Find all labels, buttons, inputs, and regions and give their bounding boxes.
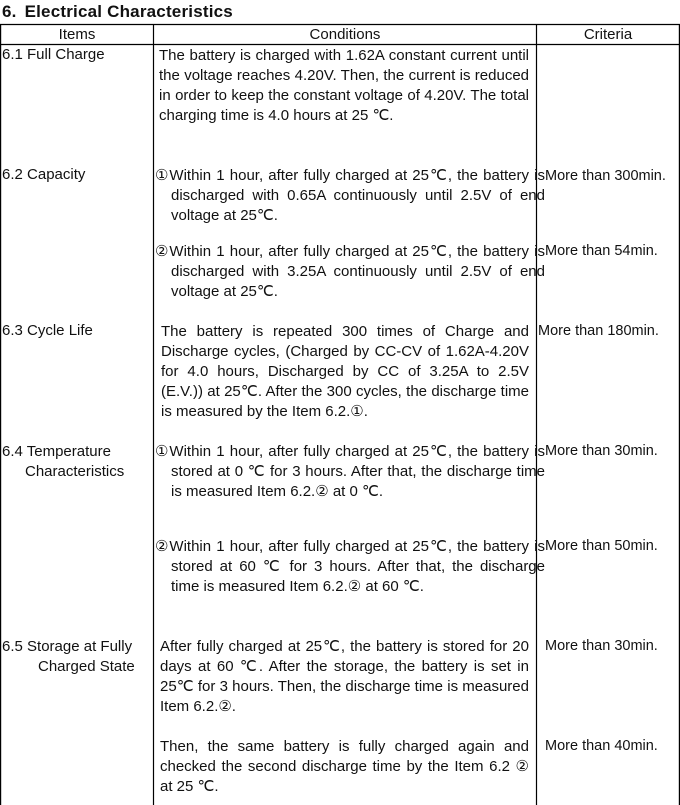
- row-condition-capacity-2: ②Within 1 hour, after fully charged at 25℃, the battery is discharged with 3.25A continuously until 2.5V of end voltage at 25℃.: [155, 243, 545, 300]
- row-item-storage-line2: Charged State: [38, 658, 135, 675]
- row-criteria-temperature-2: More than 50min.: [545, 538, 658, 554]
- row-criteria-capacity-2: More than 54min.: [545, 243, 658, 259]
- row-item-full-charge: 6.1 Full Charge: [2, 46, 105, 63]
- row-criteria-cycle-life: More than 180min.: [538, 323, 659, 339]
- row-criteria-capacity-1: More than 300min.: [545, 168, 666, 184]
- row-condition-temperature-1: ①Within 1 hour, after fully charged at 25℃, the battery is stored at 0 ℃ for 3 hours. After that, the discharge time is measured Item 6.2.② at 0 ℃.: [155, 443, 545, 500]
- row-condition-cycle-life: The battery is repeated 300 times of Charge and Discharge cycles, (Charged by CC-CV of 1.62A-4.20V for 4.0 hours, Discharged by CC of 3.25A to 2.5V (E.V.)) at 25℃. After the 300 cycles, the discharge time is measured by the Item 6.2.①.: [161, 323, 529, 420]
- row-item-temperature-line2: Characteristics: [25, 463, 125, 480]
- row-condition-full-charge: The battery is charged with 1.62A constant current until the voltage reaches 4.20V. Then, the current is reduced in order to keep the constant voltage of 4.20V. The total charging time is 4.0 hours at 25 ℃.: [159, 47, 529, 124]
- column-header-conditions: Conditions: [309, 25, 381, 43]
- row-item-storage: 6.5 Storage at Fully: [2, 638, 133, 655]
- row-condition-temperature-2: ②Within 1 hour, after fully charged at 25℃, the battery is stored at 60 ℃ for 3 hours. After that, the discharge time is measured Item 6.2.② at 60 ℃.: [155, 538, 545, 595]
- row-condition-storage-2: Then, the same battery is fully charged again and checked the second discharge time by the Item 6.2 ② at 25 ℃.: [160, 738, 529, 795]
- column-header-criteria: Criteria: [583, 25, 633, 43]
- row-criteria-storage-1: More than 30min.: [545, 638, 658, 654]
- row-item-capacity: 6.2 Capacity: [2, 166, 86, 183]
- section-number: 6.: [2, 2, 17, 21]
- row-criteria-temperature-1: More than 30min.: [545, 443, 658, 459]
- section-title-text: Electrical Characteristics: [24, 2, 233, 21]
- row-criteria-storage-2: More than 40min.: [545, 738, 658, 754]
- row-item-cycle-life: 6.3 Cycle Life: [2, 322, 93, 339]
- column-header-items: Items: [58, 25, 96, 43]
- row-condition-storage-1: After fully charged at 25℃, the battery is stored for 20 days at 60 ℃. After the storage, the battery is set in 25℃ for 3 hours. Then, the discharge time is measured Item 6.2.②.: [160, 638, 529, 715]
- row-condition-capacity-1: ①Within 1 hour, after fully charged at 25℃, the battery is discharged with 0.65A continuously until 2.5V of end voltage at 25℃.: [155, 167, 545, 224]
- row-item-temperature: 6.4 Temperature: [2, 443, 111, 460]
- section-title: [2, 2, 233, 22]
